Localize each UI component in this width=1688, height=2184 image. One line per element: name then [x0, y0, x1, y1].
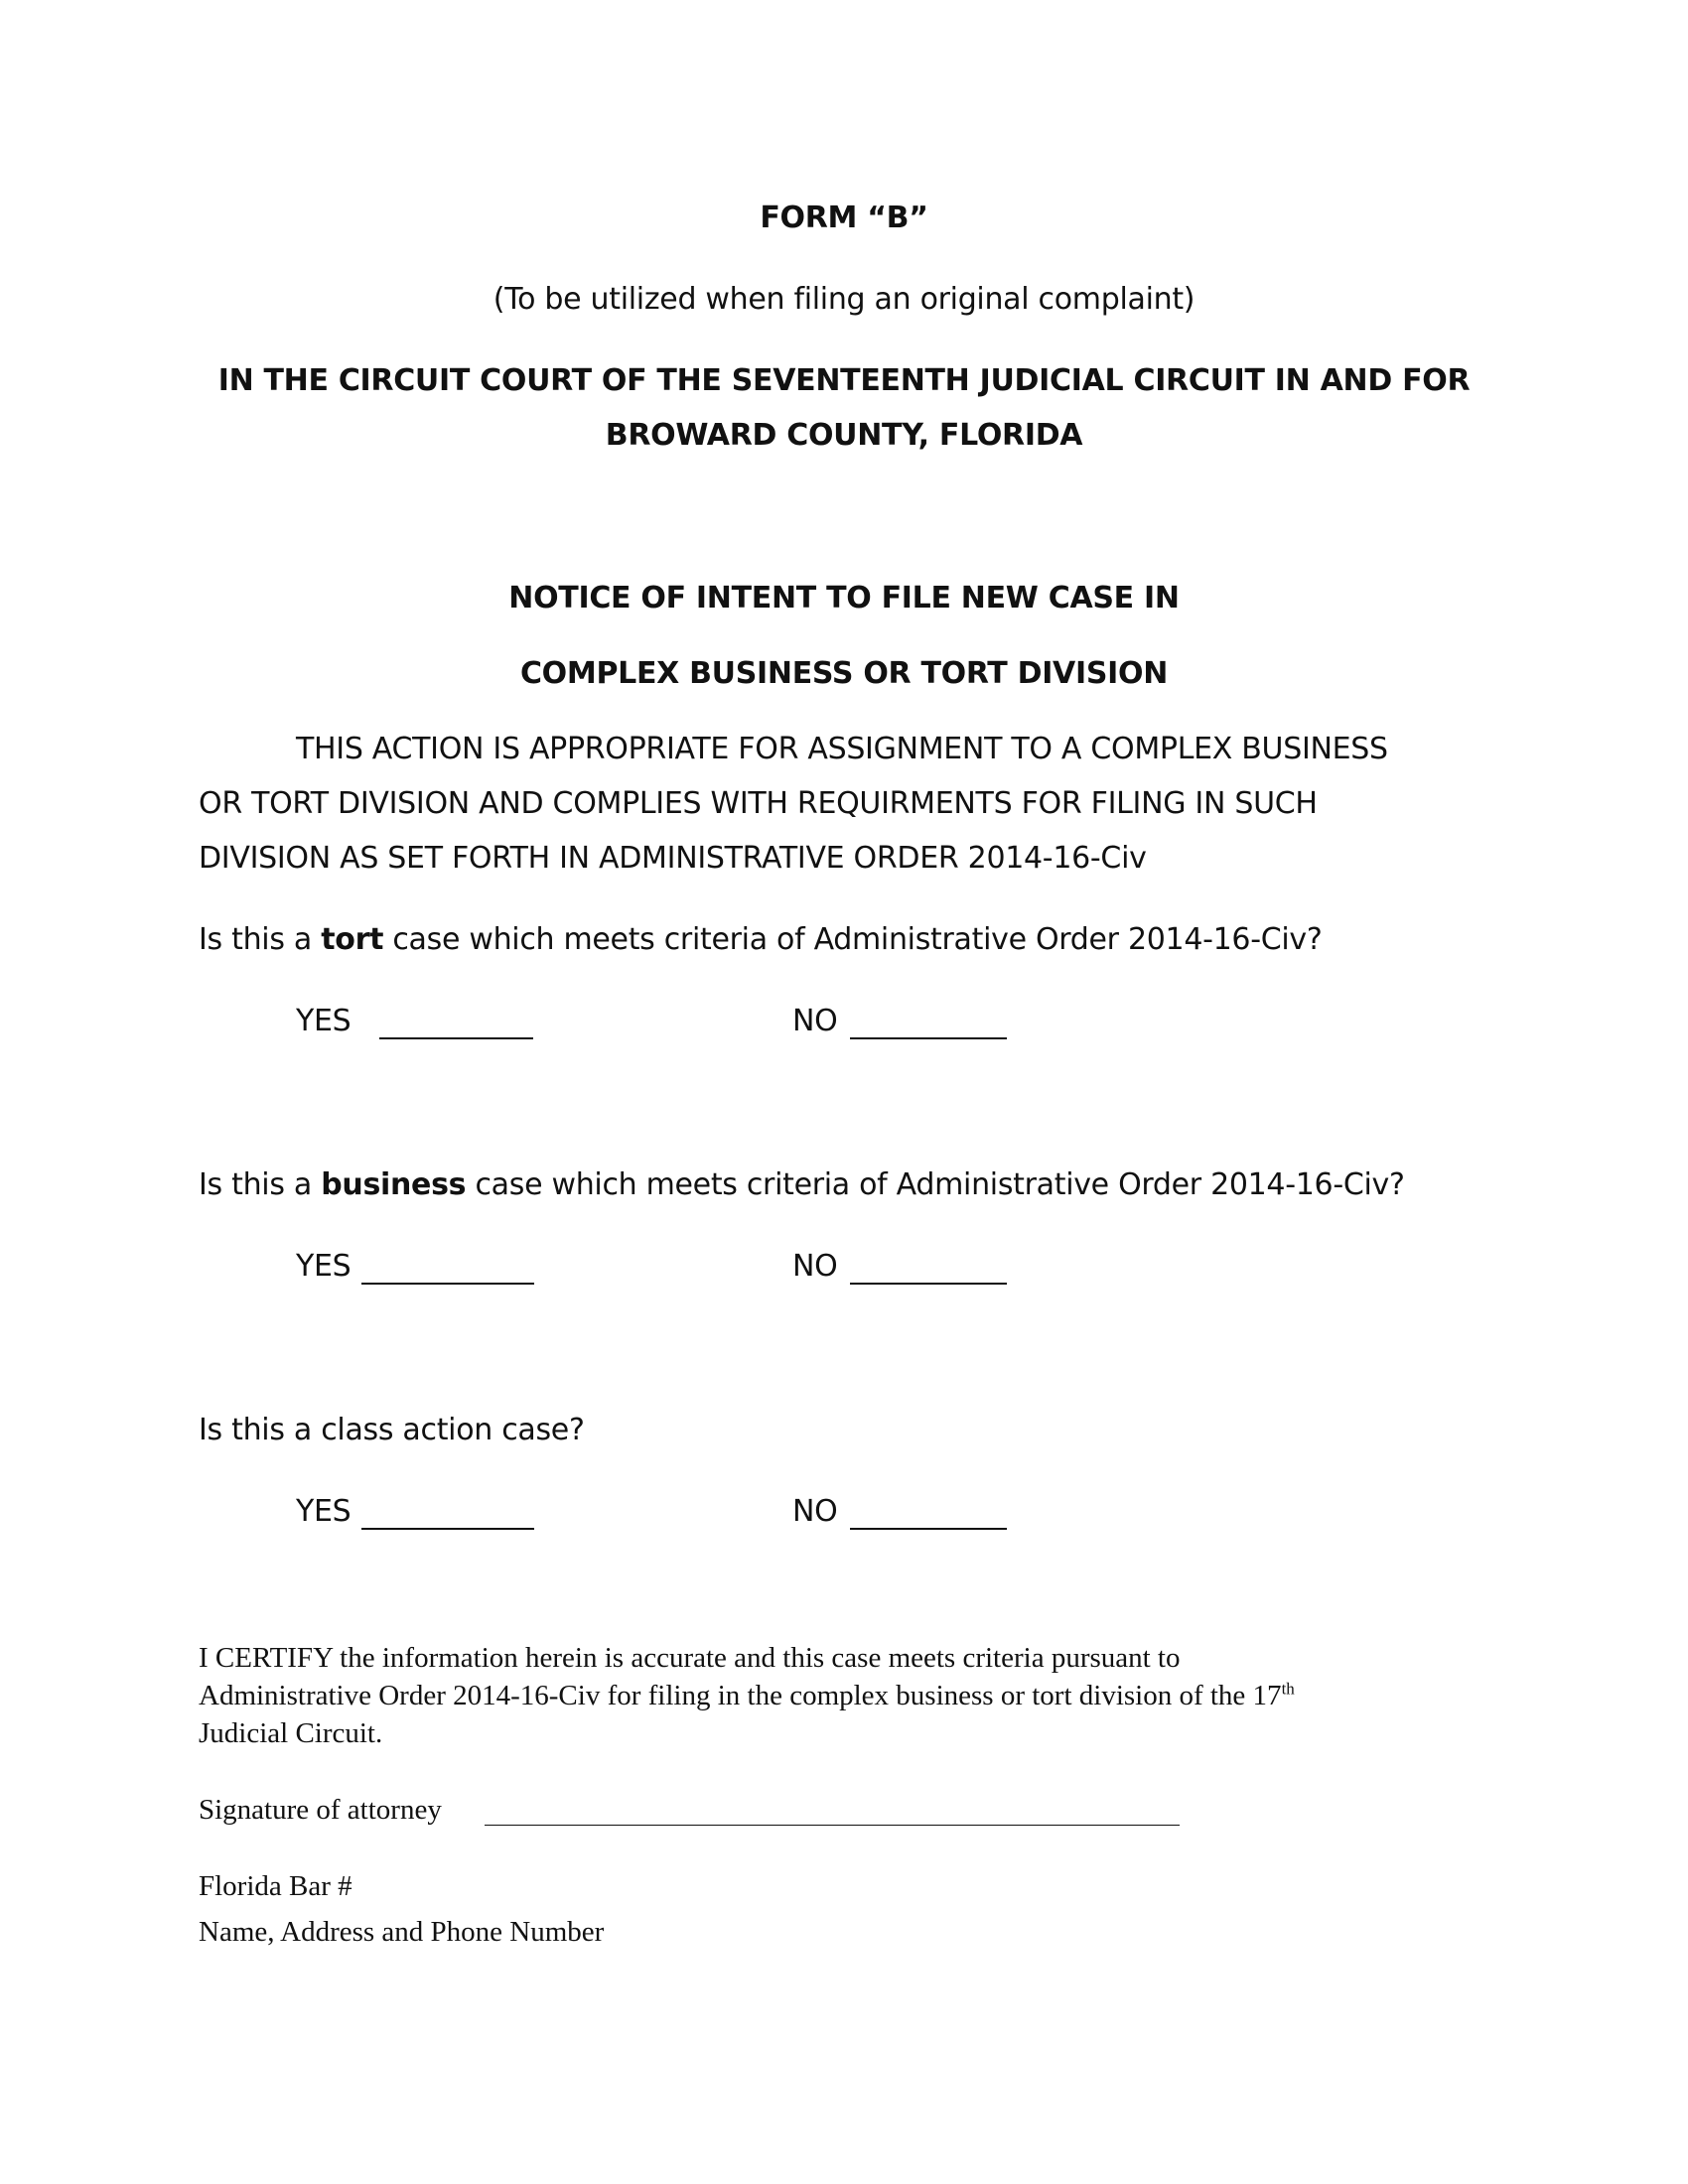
- notice-heading-line2: COMPLEX BUSINESS OR TORT DIVISION: [519, 656, 1169, 691]
- question-business-keyword: business: [321, 1167, 467, 1202]
- tort-yes-label: YES: [296, 1004, 352, 1038]
- florida-bar-label: Florida Bar #: [199, 1870, 352, 1902]
- class-yes-blank[interactable]: [361, 1528, 534, 1530]
- signature-label: Signature of attorney: [199, 1794, 442, 1826]
- form-title: FORM “B”: [760, 201, 928, 235]
- notice-heading-line1: NOTICE OF INTENT TO FILE NEW CASE IN: [508, 581, 1180, 615]
- tort-yes-blank[interactable]: [379, 1037, 533, 1039]
- question-business: Is this a business case which meets criteria of Administrative Order 2014-16-Civ?: [199, 1167, 1405, 1202]
- court-heading-line1: IN THE CIRCUIT COURT OF THE SEVENTEENTH JUDICIAL CIRCUIT IN AND FOR: [217, 363, 1471, 398]
- statement-line2: OR TORT DIVISION AND COMPLIES WITH REQUIRMENTS FOR FILING IN SUCH: [199, 786, 1318, 821]
- business-no-label: NO: [792, 1249, 838, 1284]
- class-no-label: NO: [792, 1494, 838, 1529]
- business-no-blank[interactable]: [850, 1283, 1007, 1285]
- class-no-blank[interactable]: [850, 1528, 1007, 1530]
- signature-line[interactable]: [485, 1825, 1180, 1826]
- business-yes-label: YES: [296, 1249, 352, 1284]
- form-subtitle: (To be utilized when filing an original complaint): [492, 282, 1196, 317]
- question-tort: Is this a tort case which meets criteria of Administrative Order 2014-16-Civ?: [199, 922, 1323, 957]
- statement-line1: THIS ACTION IS APPROPRIATE FOR ASSIGNMENT TO A COMPLEX BUSINESS: [296, 732, 1388, 766]
- contact-info-label: Name, Address and Phone Number: [199, 1916, 605, 1948]
- business-yes-blank[interactable]: [361, 1283, 534, 1285]
- question-tort-keyword: tort: [321, 922, 384, 957]
- court-heading-line2: BROWARD COUNTY, FLORIDA: [605, 418, 1083, 453]
- question-class-action: Is this a class action case?: [199, 1413, 585, 1447]
- certification-line1: I CERTIFY the information herein is accurate and this case meets criteria pursuant to: [199, 1642, 1181, 1674]
- ordinal-suffix: th: [1281, 1679, 1295, 1699]
- class-yes-label: YES: [296, 1494, 352, 1529]
- statement-line3: DIVISION AS SET FORTH IN ADMINISTRATIVE ORDER 2014-16-Civ: [199, 841, 1147, 876]
- certification-line3: Judicial Circuit.: [199, 1717, 383, 1749]
- tort-no-label: NO: [792, 1004, 838, 1038]
- tort-no-blank[interactable]: [850, 1037, 1007, 1039]
- certification-line2: Administrative Order 2014-16-Civ for filing in the complex business or tort division of the 17th: [199, 1679, 1295, 1711]
